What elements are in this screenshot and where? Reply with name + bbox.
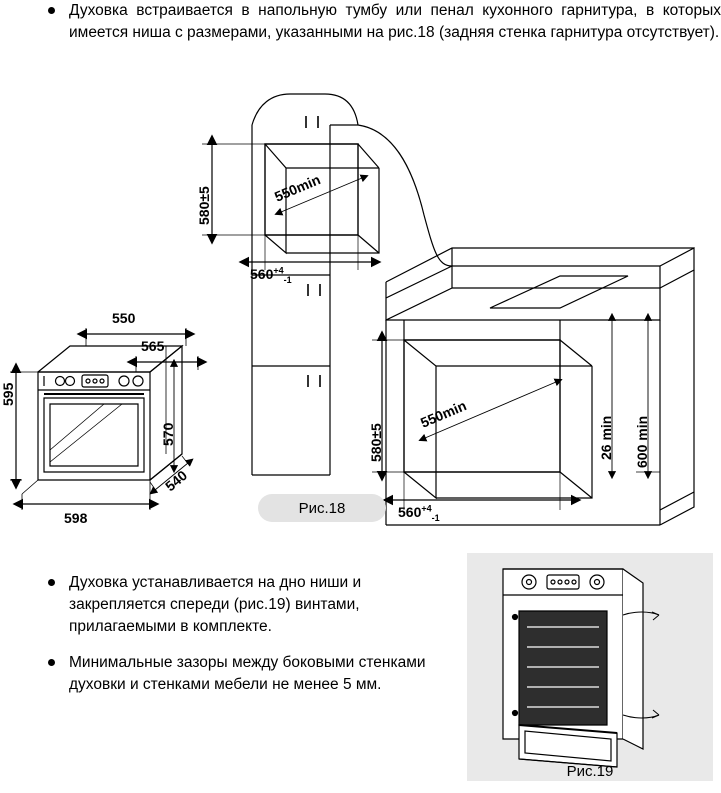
dim-oven-depth-top: 550: [112, 310, 136, 326]
figure-18-installation-diagram: [0, 70, 721, 530]
caption-figure-18: Рис.18: [258, 494, 386, 522]
dim-upper-niche-tol-plus: +4: [273, 265, 284, 276]
dim-lower-niche-depth: 550min: [418, 397, 469, 431]
dim-total-height: 600 min: [634, 415, 650, 468]
dim-upper-niche-width: [250, 265, 292, 285]
dim-gap-above: 26 min: [598, 415, 614, 460]
dim-oven-width: 598: [64, 510, 88, 526]
dim-lower-niche-width-value: 560: [398, 504, 422, 520]
bullet-intro: [48, 0, 721, 44]
dim-oven-depth-side: 540: [162, 466, 191, 495]
dim-oven-depth-565: 565: [141, 338, 165, 354]
bullet-dot-icon: [48, 659, 55, 666]
dim-upper-niche-width-value: 560: [250, 266, 274, 282]
figure-19-oven-mounting: [467, 553, 713, 781]
dim-lower-niche-width: [398, 503, 440, 523]
bullet-dot-icon: [48, 579, 55, 586]
bullet-note-2: [48, 652, 448, 696]
dim-oven-height: 595: [0, 382, 16, 406]
bullet-note-2-text: Минимальные зазоры между боковыми стенками духовки и стенками мебели не менее 5 мм.: [69, 654, 426, 693]
dim-lower-niche-tol-minus: -1: [431, 512, 440, 523]
dim-upper-niche-tol-minus: -1: [283, 274, 292, 285]
bullet-note-1: [48, 572, 448, 638]
dim-lower-niche-height: 580±5: [368, 423, 384, 462]
dim-lower-niche-tol-plus: +4: [421, 503, 432, 514]
dim-upper-niche-height: 580±5: [196, 186, 212, 225]
bullet-intro-text: Духовка встраивается в напольную тумбу или пенал кухонного гарнитура, в которых имеется ниша с размерами, указанными на рис.18 (задняя стенка гарнитура отсутствует).: [69, 2, 721, 41]
dim-upper-niche-depth: 550min: [272, 171, 323, 205]
bullet-note-1-text: Духовка устанавливается на дно ниши и закрепляется спереди (рис.19) винтами, прилагаемыми в комплекте.: [69, 574, 362, 635]
dim-oven-side-height: 570: [160, 422, 176, 446]
bullet-dot-icon: [48, 7, 55, 14]
caption-figure-19: Рис.19: [566, 762, 614, 780]
